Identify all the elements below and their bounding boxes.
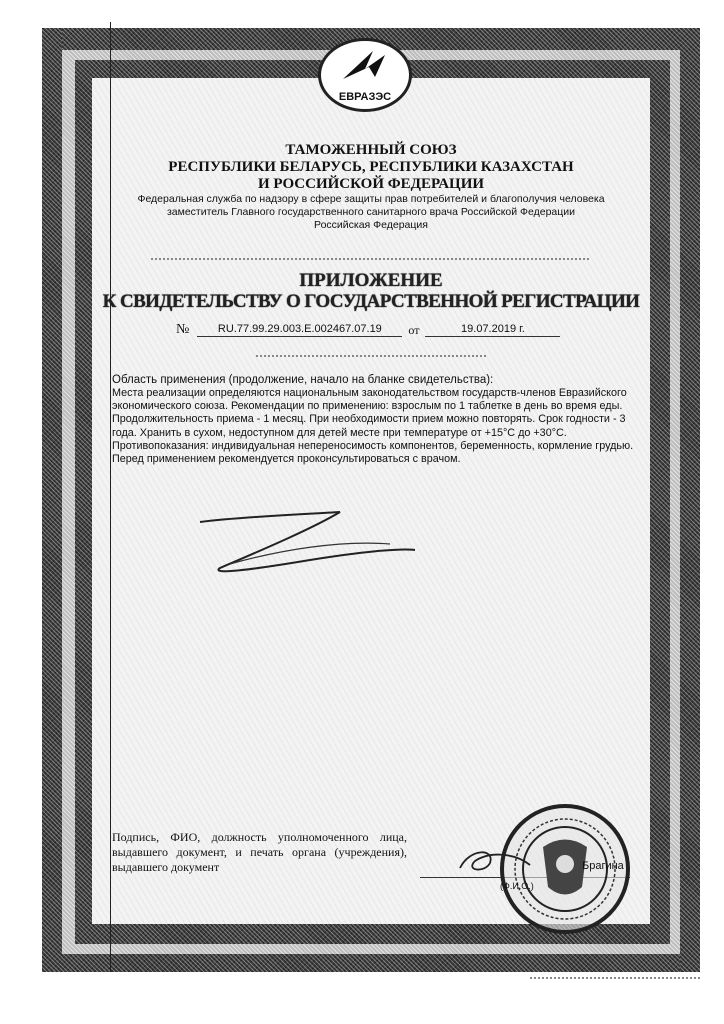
title-line-2: К СВИДЕТЕЛЬСТВУ О ГОСУДАРСТВЕННОЙ РЕГИСТРАЦИИ	[102, 291, 640, 312]
emblem-label: ЕВРАЗЭС	[338, 91, 392, 103]
registration-row	[176, 322, 646, 337]
header-line-1: ТАМОЖЕННЫЙ СОЮЗ	[285, 142, 457, 158]
scope-section	[112, 373, 637, 466]
frame-outer-left	[42, 28, 62, 972]
fine-print-line	[151, 258, 591, 260]
fine-print-line	[256, 355, 486, 357]
emblem-bird-icon	[339, 47, 391, 83]
authority-line-1: Федеральная служба по надзору в сфере защиты прав потребителей и благополучия человека	[137, 193, 605, 205]
eurasec-emblem	[318, 38, 412, 112]
fio-label: (Ф.И.О.)	[500, 881, 534, 891]
registration-date: 19.07.2019 г.	[425, 322, 560, 337]
signer-name: Брагина	[582, 860, 624, 872]
signature-initials	[455, 843, 535, 875]
document-content	[96, 142, 646, 466]
authority-line-3: Российская Федерация	[314, 219, 428, 231]
scope-heading: Область применения (продолжение, начало на бланке свидетельства):	[112, 374, 494, 386]
title-line-1: ПРИЛОЖЕНИЕ	[299, 270, 443, 291]
header-line-3: И РОССИЙСКОЙ ФЕДЕРАЦИИ	[257, 176, 485, 192]
frame-outer-right	[680, 28, 700, 972]
number-label: №	[176, 322, 190, 337]
fine-print-line	[530, 977, 700, 979]
frame-outer-bottom	[42, 954, 700, 972]
signature-caption: Подпись, ФИО, должность уполномоченного лица, выдавшего документ, и печать органа (учреждения), выдавшего документ	[112, 830, 407, 874]
header-line-2: РЕСПУБЛИКИ БЕЛАРУСЬ, РЕСПУБЛИКИ КАЗАХСТАН	[168, 159, 574, 175]
authority-line-2: заместитель Главного государственного санитарного врача Российской Федерации	[166, 206, 576, 218]
scope-text: Места реализации определяются национальным законодательством государств-членов Евразийского экономического союза. Рекомендации по применению: взрослым по 1 таблетке в день во время еды. Продолжительность приема - 1 месяц. При необходимости прием можно повторять. Срок годности - 3 года. Хранить в сухом, недоступном для детей месте при температуре от +15°C до +30°C. Противопоказания: индивидуальная непереносимость компонентов, беременность, кормление грудью. Перед применением рекомендуется проконсультироваться с врачом.	[112, 387, 634, 466]
signature-scribble	[190, 500, 420, 580]
date-label: от	[408, 323, 420, 337]
registration-number: RU.77.99.29.003.E.002467.07.19	[197, 322, 402, 337]
